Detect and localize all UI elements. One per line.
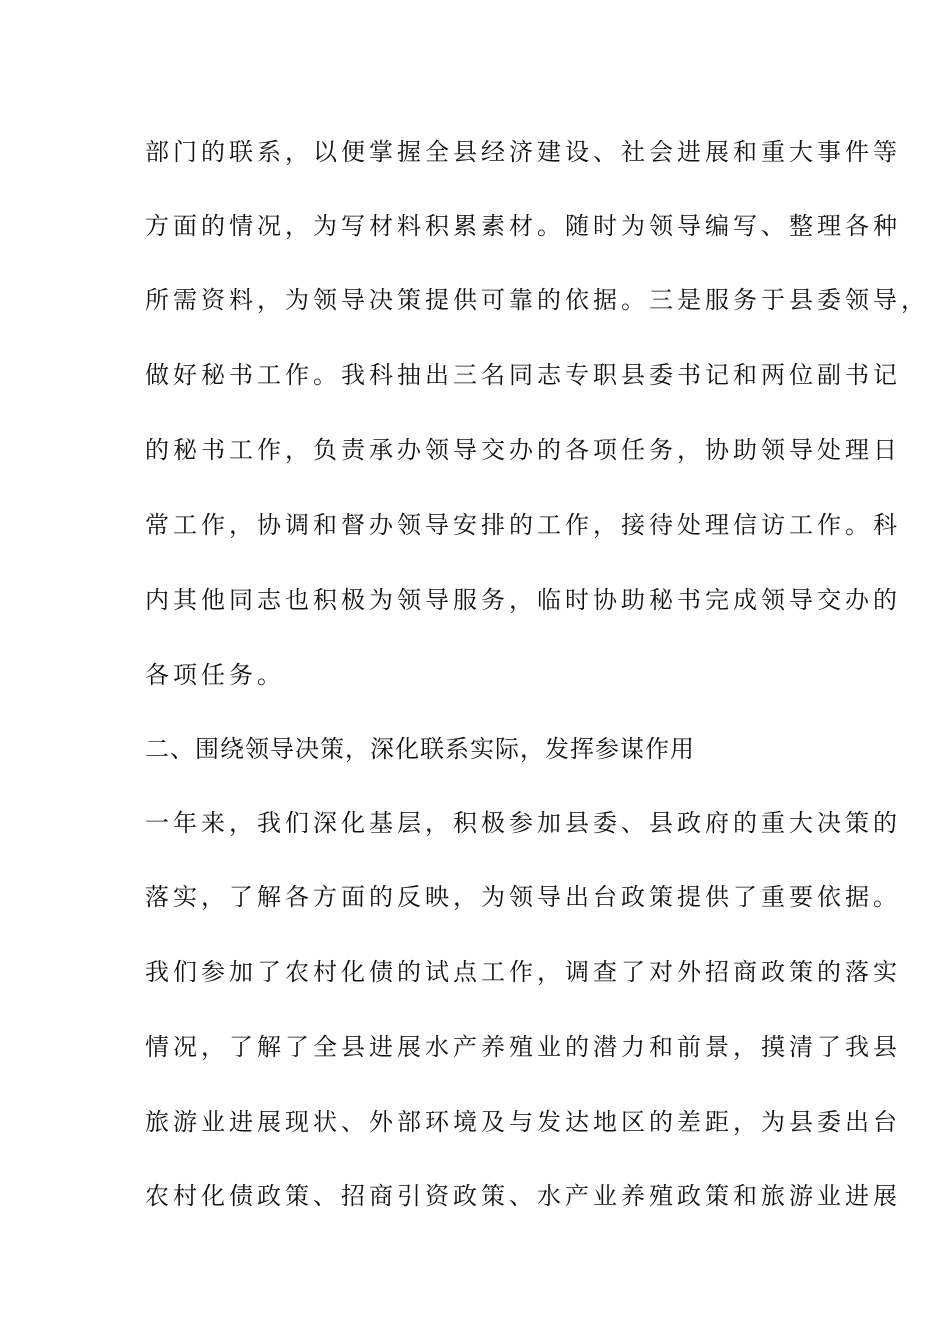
paragraph-line: 部门的联系，以便掌握全县经济建设、社会进展和重大事件等	[145, 138, 901, 166]
paragraph-line: 常工作，协调和督办领导安排的工作，接待处理信访工作。科	[145, 511, 901, 539]
paragraph-line: 情况，了解了全县进展水产养殖业的潜力和前景，摸清了我县	[145, 1033, 901, 1061]
paragraph-line: 所需资料，为领导决策提供可靠的依据。三是服务于县委领导，	[145, 286, 929, 314]
paragraph-line: 旅游业进展现状、外部环境及与发达地区的差距，为县委出台	[145, 1108, 901, 1136]
paragraph-line: 各项任务。	[145, 661, 285, 689]
paragraph-line: 做好秘书工作。我科抽出三名同志专职县委书记和两位副书记	[145, 361, 901, 389]
paragraph-line: 我们参加了农村化债的试点工作，调查了对外招商政策的落实	[145, 958, 901, 986]
paragraph-line: 的秘书工作，负责承办领导交办的各项任务，协助领导处理日	[145, 436, 901, 464]
section-heading: 二、围绕领导决策，深化联系实际，发挥参谋作用	[145, 735, 695, 763]
paragraph-line: 一年来，我们深化基层，积极参加县委、县政府的重大决策的	[145, 809, 901, 837]
paragraph-line: 方面的情况，为写材料积累素材。随时为领导编写、整理各种	[145, 212, 901, 240]
paragraph-line: 农村化债政策、招商引资政策、水产业养殖政策和旅游业进展	[145, 1182, 901, 1210]
paragraph-line: 内其他同志也积极为领导服务，临时协助秘书完成领导交办的	[145, 586, 901, 614]
paragraph-line: 落实，了解各方面的反映，为领导出台政策提供了重要依据。	[145, 883, 901, 911]
